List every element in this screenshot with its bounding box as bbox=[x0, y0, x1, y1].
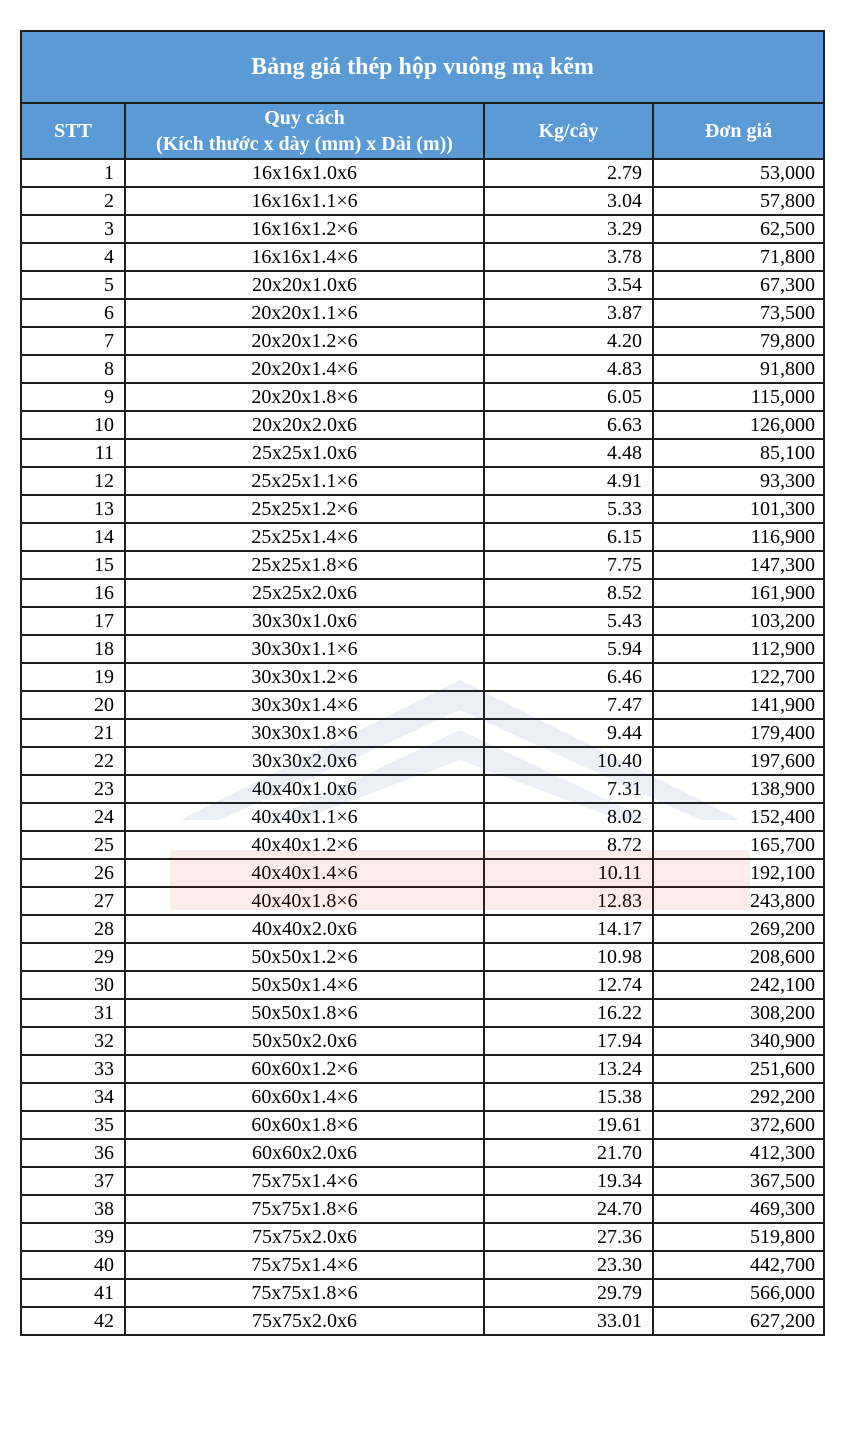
row-spec: 50x50x2.0x6 bbox=[125, 1027, 484, 1055]
table-row bbox=[21, 915, 824, 943]
row-stt: 29 bbox=[21, 943, 125, 971]
row-kg: 17.94 bbox=[484, 1027, 653, 1055]
row-price: 73,500 bbox=[653, 299, 824, 327]
row-stt: 34 bbox=[21, 1083, 125, 1111]
table-row bbox=[21, 887, 824, 915]
row-kg: 3.78 bbox=[484, 243, 653, 271]
row-spec: 25x25x1.0x6 bbox=[125, 439, 484, 467]
row-price: 197,600 bbox=[653, 747, 824, 775]
row-stt: 24 bbox=[21, 803, 125, 831]
table-header-row bbox=[21, 103, 824, 159]
price-table-container bbox=[20, 30, 823, 1336]
row-stt: 2 bbox=[21, 187, 125, 215]
row-spec: 75x75x2.0x6 bbox=[125, 1223, 484, 1251]
row-stt: 5 bbox=[21, 271, 125, 299]
row-spec: 75x75x1.8×6 bbox=[125, 1195, 484, 1223]
header-price: Đơn giá bbox=[653, 103, 824, 159]
row-price: 91,800 bbox=[653, 355, 824, 383]
row-stt: 4 bbox=[21, 243, 125, 271]
row-spec: 40x40x1.2×6 bbox=[125, 831, 484, 859]
header-spec bbox=[125, 103, 484, 159]
row-stt: 14 bbox=[21, 523, 125, 551]
table-row bbox=[21, 691, 824, 719]
row-kg: 9.44 bbox=[484, 719, 653, 747]
row-spec: 30x30x1.2×6 bbox=[125, 663, 484, 691]
row-kg: 14.17 bbox=[484, 915, 653, 943]
table-row bbox=[21, 663, 824, 691]
row-stt: 6 bbox=[21, 299, 125, 327]
header-stt: STT bbox=[21, 103, 125, 159]
row-price: 251,600 bbox=[653, 1055, 824, 1083]
table-row bbox=[21, 1279, 824, 1307]
table-row bbox=[21, 187, 824, 215]
row-price: 627,200 bbox=[653, 1307, 824, 1335]
table-row bbox=[21, 1111, 824, 1139]
row-price: 147,300 bbox=[653, 551, 824, 579]
row-spec: 60x60x1.2×6 bbox=[125, 1055, 484, 1083]
row-price: 566,000 bbox=[653, 1279, 824, 1307]
row-spec: 16x16x1.0x6 bbox=[125, 159, 484, 187]
row-stt: 35 bbox=[21, 1111, 125, 1139]
row-spec: 16x16x1.4×6 bbox=[125, 243, 484, 271]
row-kg: 3.87 bbox=[484, 299, 653, 327]
row-kg: 6.63 bbox=[484, 411, 653, 439]
row-price: 122,700 bbox=[653, 663, 824, 691]
row-spec: 75x75x1.4×6 bbox=[125, 1167, 484, 1195]
table-row bbox=[21, 299, 824, 327]
row-price: 112,900 bbox=[653, 635, 824, 663]
row-kg: 10.40 bbox=[484, 747, 653, 775]
row-kg: 29.79 bbox=[484, 1279, 653, 1307]
row-spec: 60x60x1.8×6 bbox=[125, 1111, 484, 1139]
row-spec: 40x40x1.0x6 bbox=[125, 775, 484, 803]
row-kg: 27.36 bbox=[484, 1223, 653, 1251]
row-price: 469,300 bbox=[653, 1195, 824, 1223]
header-spec-line2: (Kích thước x dày (mm) x Dài (m)) bbox=[156, 133, 453, 155]
row-stt: 40 bbox=[21, 1251, 125, 1279]
row-price: 85,100 bbox=[653, 439, 824, 467]
row-spec: 16x16x1.2×6 bbox=[125, 215, 484, 243]
row-spec: 50x50x1.4×6 bbox=[125, 971, 484, 999]
row-stt: 17 bbox=[21, 607, 125, 635]
row-stt: 25 bbox=[21, 831, 125, 859]
table-row bbox=[21, 355, 824, 383]
row-kg: 8.02 bbox=[484, 803, 653, 831]
row-kg: 6.15 bbox=[484, 523, 653, 551]
row-price: 340,900 bbox=[653, 1027, 824, 1055]
row-stt: 23 bbox=[21, 775, 125, 803]
table-row bbox=[21, 635, 824, 663]
table-row bbox=[21, 439, 824, 467]
row-stt: 22 bbox=[21, 747, 125, 775]
row-stt: 1 bbox=[21, 159, 125, 187]
table-row bbox=[21, 495, 824, 523]
row-stt: 9 bbox=[21, 383, 125, 411]
table-title: Bảng giá thép hộp vuông mạ kẽm bbox=[21, 31, 824, 103]
row-kg: 33.01 bbox=[484, 1307, 653, 1335]
row-stt: 11 bbox=[21, 439, 125, 467]
row-price: 79,800 bbox=[653, 327, 824, 355]
table-row bbox=[21, 859, 824, 887]
row-price: 103,200 bbox=[653, 607, 824, 635]
header-kg: Kg/cây bbox=[484, 103, 653, 159]
row-kg: 4.83 bbox=[484, 355, 653, 383]
row-stt: 31 bbox=[21, 999, 125, 1027]
row-stt: 28 bbox=[21, 915, 125, 943]
table-row bbox=[21, 551, 824, 579]
row-kg: 6.05 bbox=[484, 383, 653, 411]
table-row bbox=[21, 1027, 824, 1055]
row-price: 243,800 bbox=[653, 887, 824, 915]
row-stt: 27 bbox=[21, 887, 125, 915]
table-row bbox=[21, 999, 824, 1027]
table-row bbox=[21, 383, 824, 411]
row-kg: 10.11 bbox=[484, 859, 653, 887]
row-spec: 20x20x2.0x6 bbox=[125, 411, 484, 439]
row-kg: 16.22 bbox=[484, 999, 653, 1027]
row-stt: 33 bbox=[21, 1055, 125, 1083]
row-price: 93,300 bbox=[653, 467, 824, 495]
table-row bbox=[21, 215, 824, 243]
row-spec: 30x30x1.8×6 bbox=[125, 719, 484, 747]
row-spec: 40x40x1.8×6 bbox=[125, 887, 484, 915]
row-kg: 10.98 bbox=[484, 943, 653, 971]
row-price: 372,600 bbox=[653, 1111, 824, 1139]
table-row bbox=[21, 719, 824, 747]
table-row bbox=[21, 831, 824, 859]
row-kg: 5.33 bbox=[484, 495, 653, 523]
row-kg: 12.74 bbox=[484, 971, 653, 999]
row-price: 242,100 bbox=[653, 971, 824, 999]
row-stt: 36 bbox=[21, 1139, 125, 1167]
table-row bbox=[21, 1195, 824, 1223]
row-spec: 20x20x1.2×6 bbox=[125, 327, 484, 355]
row-spec: 60x60x2.0x6 bbox=[125, 1139, 484, 1167]
table-row bbox=[21, 579, 824, 607]
row-kg: 15.38 bbox=[484, 1083, 653, 1111]
row-spec: 75x75x2.0x6 bbox=[125, 1307, 484, 1335]
row-price: 141,900 bbox=[653, 691, 824, 719]
row-spec: 20x20x1.8×6 bbox=[125, 383, 484, 411]
row-spec: 25x25x1.4×6 bbox=[125, 523, 484, 551]
row-price: 116,900 bbox=[653, 523, 824, 551]
row-price: 165,700 bbox=[653, 831, 824, 859]
table-row bbox=[21, 271, 824, 299]
row-price: 519,800 bbox=[653, 1223, 824, 1251]
row-kg: 3.04 bbox=[484, 187, 653, 215]
row-price: 57,800 bbox=[653, 187, 824, 215]
table-row bbox=[21, 159, 824, 187]
row-kg: 4.48 bbox=[484, 439, 653, 467]
row-stt: 15 bbox=[21, 551, 125, 579]
row-spec: 25x25x1.8×6 bbox=[125, 551, 484, 579]
row-kg: 8.72 bbox=[484, 831, 653, 859]
table-row bbox=[21, 943, 824, 971]
table-row bbox=[21, 803, 824, 831]
row-spec: 30x30x2.0x6 bbox=[125, 747, 484, 775]
row-price: 152,400 bbox=[653, 803, 824, 831]
row-kg: 3.54 bbox=[484, 271, 653, 299]
row-stt: 26 bbox=[21, 859, 125, 887]
row-stt: 39 bbox=[21, 1223, 125, 1251]
row-price: 292,200 bbox=[653, 1083, 824, 1111]
row-stt: 8 bbox=[21, 355, 125, 383]
row-spec: 30x30x1.4×6 bbox=[125, 691, 484, 719]
row-price: 101,300 bbox=[653, 495, 824, 523]
table-row bbox=[21, 747, 824, 775]
row-stt: 30 bbox=[21, 971, 125, 999]
table-row bbox=[21, 1139, 824, 1167]
row-spec: 20x20x1.1×6 bbox=[125, 299, 484, 327]
table-row bbox=[21, 327, 824, 355]
row-spec: 30x30x1.1×6 bbox=[125, 635, 484, 663]
row-stt: 42 bbox=[21, 1307, 125, 1335]
table-row bbox=[21, 467, 824, 495]
row-price: 62,500 bbox=[653, 215, 824, 243]
row-price: 161,900 bbox=[653, 579, 824, 607]
row-kg: 3.29 bbox=[484, 215, 653, 243]
row-kg: 2.79 bbox=[484, 159, 653, 187]
table-row bbox=[21, 411, 824, 439]
row-stt: 19 bbox=[21, 663, 125, 691]
row-kg: 7.31 bbox=[484, 775, 653, 803]
row-price: 67,300 bbox=[653, 271, 824, 299]
row-price: 71,800 bbox=[653, 243, 824, 271]
row-stt: 20 bbox=[21, 691, 125, 719]
row-spec: 25x25x1.2×6 bbox=[125, 495, 484, 523]
row-kg: 6.46 bbox=[484, 663, 653, 691]
row-spec: 50x50x1.8×6 bbox=[125, 999, 484, 1027]
row-spec: 25x25x1.1×6 bbox=[125, 467, 484, 495]
row-kg: 7.75 bbox=[484, 551, 653, 579]
row-kg: 13.24 bbox=[484, 1055, 653, 1083]
row-price: 126,000 bbox=[653, 411, 824, 439]
row-spec: 40x40x1.4×6 bbox=[125, 859, 484, 887]
row-kg: 5.94 bbox=[484, 635, 653, 663]
row-stt: 21 bbox=[21, 719, 125, 747]
row-spec: 16x16x1.1×6 bbox=[125, 187, 484, 215]
table-body bbox=[21, 159, 824, 1335]
row-price: 269,200 bbox=[653, 915, 824, 943]
row-spec: 20x20x1.4×6 bbox=[125, 355, 484, 383]
table-row bbox=[21, 1167, 824, 1195]
table-row bbox=[21, 1083, 824, 1111]
table-row bbox=[21, 1223, 824, 1251]
row-stt: 37 bbox=[21, 1167, 125, 1195]
row-price: 208,600 bbox=[653, 943, 824, 971]
row-price: 308,200 bbox=[653, 999, 824, 1027]
row-price: 179,400 bbox=[653, 719, 824, 747]
row-kg: 4.20 bbox=[484, 327, 653, 355]
row-stt: 32 bbox=[21, 1027, 125, 1055]
row-kg: 23.30 bbox=[484, 1251, 653, 1279]
row-stt: 41 bbox=[21, 1279, 125, 1307]
row-kg: 19.34 bbox=[484, 1167, 653, 1195]
table-row bbox=[21, 1055, 824, 1083]
table-row bbox=[21, 243, 824, 271]
table-row bbox=[21, 775, 824, 803]
row-spec: 40x40x1.1×6 bbox=[125, 803, 484, 831]
row-spec: 25x25x2.0x6 bbox=[125, 579, 484, 607]
row-stt: 18 bbox=[21, 635, 125, 663]
row-spec: 30x30x1.0x6 bbox=[125, 607, 484, 635]
row-price: 442,700 bbox=[653, 1251, 824, 1279]
price-table bbox=[20, 30, 825, 1336]
row-stt: 7 bbox=[21, 327, 125, 355]
row-spec: 60x60x1.4×6 bbox=[125, 1083, 484, 1111]
row-price: 367,500 bbox=[653, 1167, 824, 1195]
row-kg: 19.61 bbox=[484, 1111, 653, 1139]
row-kg: 21.70 bbox=[484, 1139, 653, 1167]
row-kg: 24.70 bbox=[484, 1195, 653, 1223]
row-stt: 16 bbox=[21, 579, 125, 607]
row-kg: 12.83 bbox=[484, 887, 653, 915]
row-price: 412,300 bbox=[653, 1139, 824, 1167]
row-stt: 3 bbox=[21, 215, 125, 243]
header-spec-line1: Quy cách bbox=[264, 107, 345, 129]
table-row bbox=[21, 607, 824, 635]
row-spec: 75x75x1.4×6 bbox=[125, 1251, 484, 1279]
row-price: 138,900 bbox=[653, 775, 824, 803]
table-row bbox=[21, 1307, 824, 1335]
row-kg: 5.43 bbox=[484, 607, 653, 635]
row-kg: 7.47 bbox=[484, 691, 653, 719]
row-stt: 10 bbox=[21, 411, 125, 439]
table-row bbox=[21, 1251, 824, 1279]
table-row bbox=[21, 523, 824, 551]
row-kg: 8.52 bbox=[484, 579, 653, 607]
table-row bbox=[21, 971, 824, 999]
row-stt: 13 bbox=[21, 495, 125, 523]
row-price: 192,100 bbox=[653, 859, 824, 887]
row-spec: 40x40x2.0x6 bbox=[125, 915, 484, 943]
row-stt: 38 bbox=[21, 1195, 125, 1223]
row-spec: 20x20x1.0x6 bbox=[125, 271, 484, 299]
row-price: 53,000 bbox=[653, 159, 824, 187]
row-stt: 12 bbox=[21, 467, 125, 495]
row-spec: 50x50x1.2×6 bbox=[125, 943, 484, 971]
row-spec: 75x75x1.8×6 bbox=[125, 1279, 484, 1307]
row-kg: 4.91 bbox=[484, 467, 653, 495]
row-price: 115,000 bbox=[653, 383, 824, 411]
